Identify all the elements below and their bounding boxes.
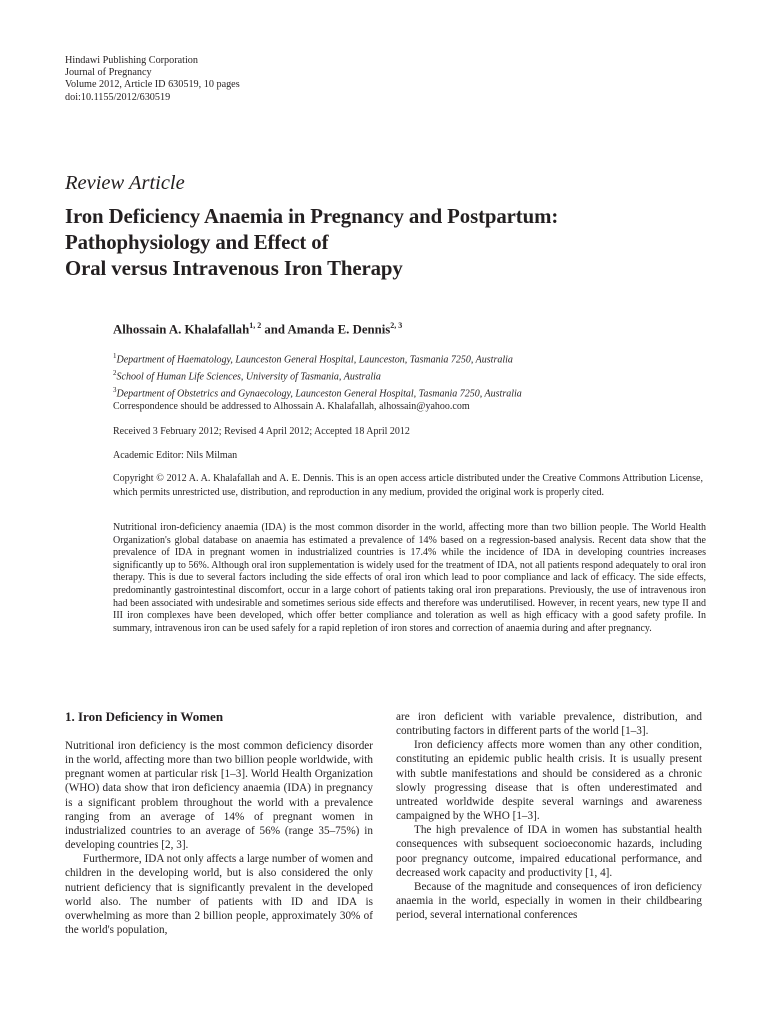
author-name: Alhossain A. Khalafallah	[113, 322, 250, 337]
affiliation	[113, 350, 522, 367]
doi: doi:10.1155/2012/630519	[65, 91, 171, 103]
author-affil-ref: 2, 3	[390, 321, 403, 330]
body-paragraph: Nutritional iron deficiency is the most common deficiency disorder in the world, affecting more than two billion people worldwide, with pregnant women at particular risk [1–3]. World Health Organization (WHO) data show that iron deficiency anaemia (IDA) in pregnancy is a significant problem throughout the world with a prevalence ranging from an average of 14% of pregnant women in industrialized countries to an average of 56% (range 35–75%) in developing countries [2, 3].	[65, 740, 373, 852]
author-list	[113, 321, 402, 337]
section-heading: 1. Iron Deficiency in Women	[65, 709, 224, 724]
journal-header	[65, 55, 240, 104]
affiliation	[113, 367, 522, 384]
affiliation-text: Department of Obstetrics and Gynaecology, Launceston General Hospital, Tasmania 7250, Australia	[116, 388, 522, 400]
affiliation	[113, 384, 522, 401]
body-paragraph: are iron deficient with variable prevalence, distribution, and contributing factors in different parts of the world [1–3].	[396, 711, 702, 738]
journal-name: Journal of Pregnancy	[65, 67, 152, 79]
author-affil-ref: 1, 2	[249, 321, 262, 330]
body-paragraph: Furthermore, IDA not only affects a large number of women and children in the developing world, but is also considered the only nutrient deficiency that is significantly prevalent in the developed world also. The number of patients with ID and IDA is overwhelming as more than 2 billion people, approximately 30% of the world's population,	[65, 853, 373, 937]
body-paragraph: The high prevalence of IDA in women has substantial health consequences with subsequent socioeconomic hazards, including poor pregnancy outcome, impaired educational performance, and decreased work capacity and productivity [1, 4].	[396, 824, 702, 879]
received-dates: Received 3 February 2012; Revised 4 April 2012; Accepted 18 April 2012	[113, 426, 410, 437]
left-column	[65, 739, 373, 937]
affiliation-number: 2	[113, 368, 117, 377]
affiliations	[113, 350, 522, 401]
article-title	[65, 204, 715, 282]
volume-info: Volume 2012, Article ID 630519, 10 pages	[65, 79, 240, 91]
body-paragraph: Because of the magnitude and consequences of iron deficiency anaemia in the world, especially in women in their childbearing period, several international conferences	[396, 880, 702, 922]
title-line: Iron Deficiency Anaemia in Pregnancy and Postpartum:	[65, 205, 559, 228]
abstract: Nutritional iron-deficiency anaemia (IDA) is the most common disorder in the world, affecting more than two billion people. The World Health Organization's global database on anaemia has estimated a prevalence of 14% based on a regression-based analysis. Recent data show that the prevalence of IDA in pregnant women in industrialized countries is 17.4% while the incidence of IDA in developing countries increases significantly up to 56%. Although oral iron supplementation is widely used for the treatment of IDA, not all patients respond adequately to oral iron therapy. This is due to several factors including the side effects of oral iron which lead to poor compliance and lack of efficacy. The side effects, predominantly gastrointestinal discomfort, occur in a large cohort of patients taking oral iron preparations. Previously, the use of intravenous iron had been associated with undesirable and sometimes serious side effects and therefore was underutilised. However, in recent years, new type II and III iron complexes have been developed, which offer better compliance and toleration as well as high efficacy with a good safety profile. In summary, intravenous iron can be used safely for a rapid repletion of iron stores and correction of anaemia during and after pregnancy.	[113, 522, 706, 634]
title-line: Pathophysiology and Effect of	[65, 231, 329, 254]
right-column	[396, 710, 702, 922]
affiliation-text: School of Human Life Sciences, University of Tasmania, Australia	[116, 371, 381, 383]
author-conjunction: and	[261, 322, 288, 337]
academic-editor: Academic Editor: Nils Milman	[113, 450, 238, 461]
title-line: Oral versus Intravenous Iron Therapy	[65, 257, 403, 280]
affiliation-number: 3	[113, 385, 117, 394]
article-type: Review Article	[65, 172, 185, 194]
author-name: Amanda E. Dennis	[287, 322, 391, 337]
body-paragraph: Iron deficiency affects more women than any other condition, constituting an epidemic public health crisis. It is usually present with subtle manifestations and should be considered as a chronic slowly progressing disease that is often underestimated and untreated worldwide despite several warnings and awareness campaigned by the WHO [1–3].	[396, 739, 702, 823]
publisher: Hindawi Publishing Corporation	[65, 55, 198, 66]
affiliation-number: 1	[113, 352, 117, 360]
affiliation-text: Department of Haematology, Launceston General Hospital, Launceston, Tasmania 7250, Australia	[116, 354, 513, 366]
correspondence: Correspondence should be addressed to Alhossain A. Khalafallah, alhossain@yahoo.com	[113, 401, 470, 412]
copyright-notice: Copyright © 2012 A. A. Khalafallah and A. E. Dennis. This is an open access article distributed under the Creative Commons Attribution License, which permits unrestricted use, distribution, and reproduction in any medium, provided the original work is properly cited.	[113, 473, 703, 498]
